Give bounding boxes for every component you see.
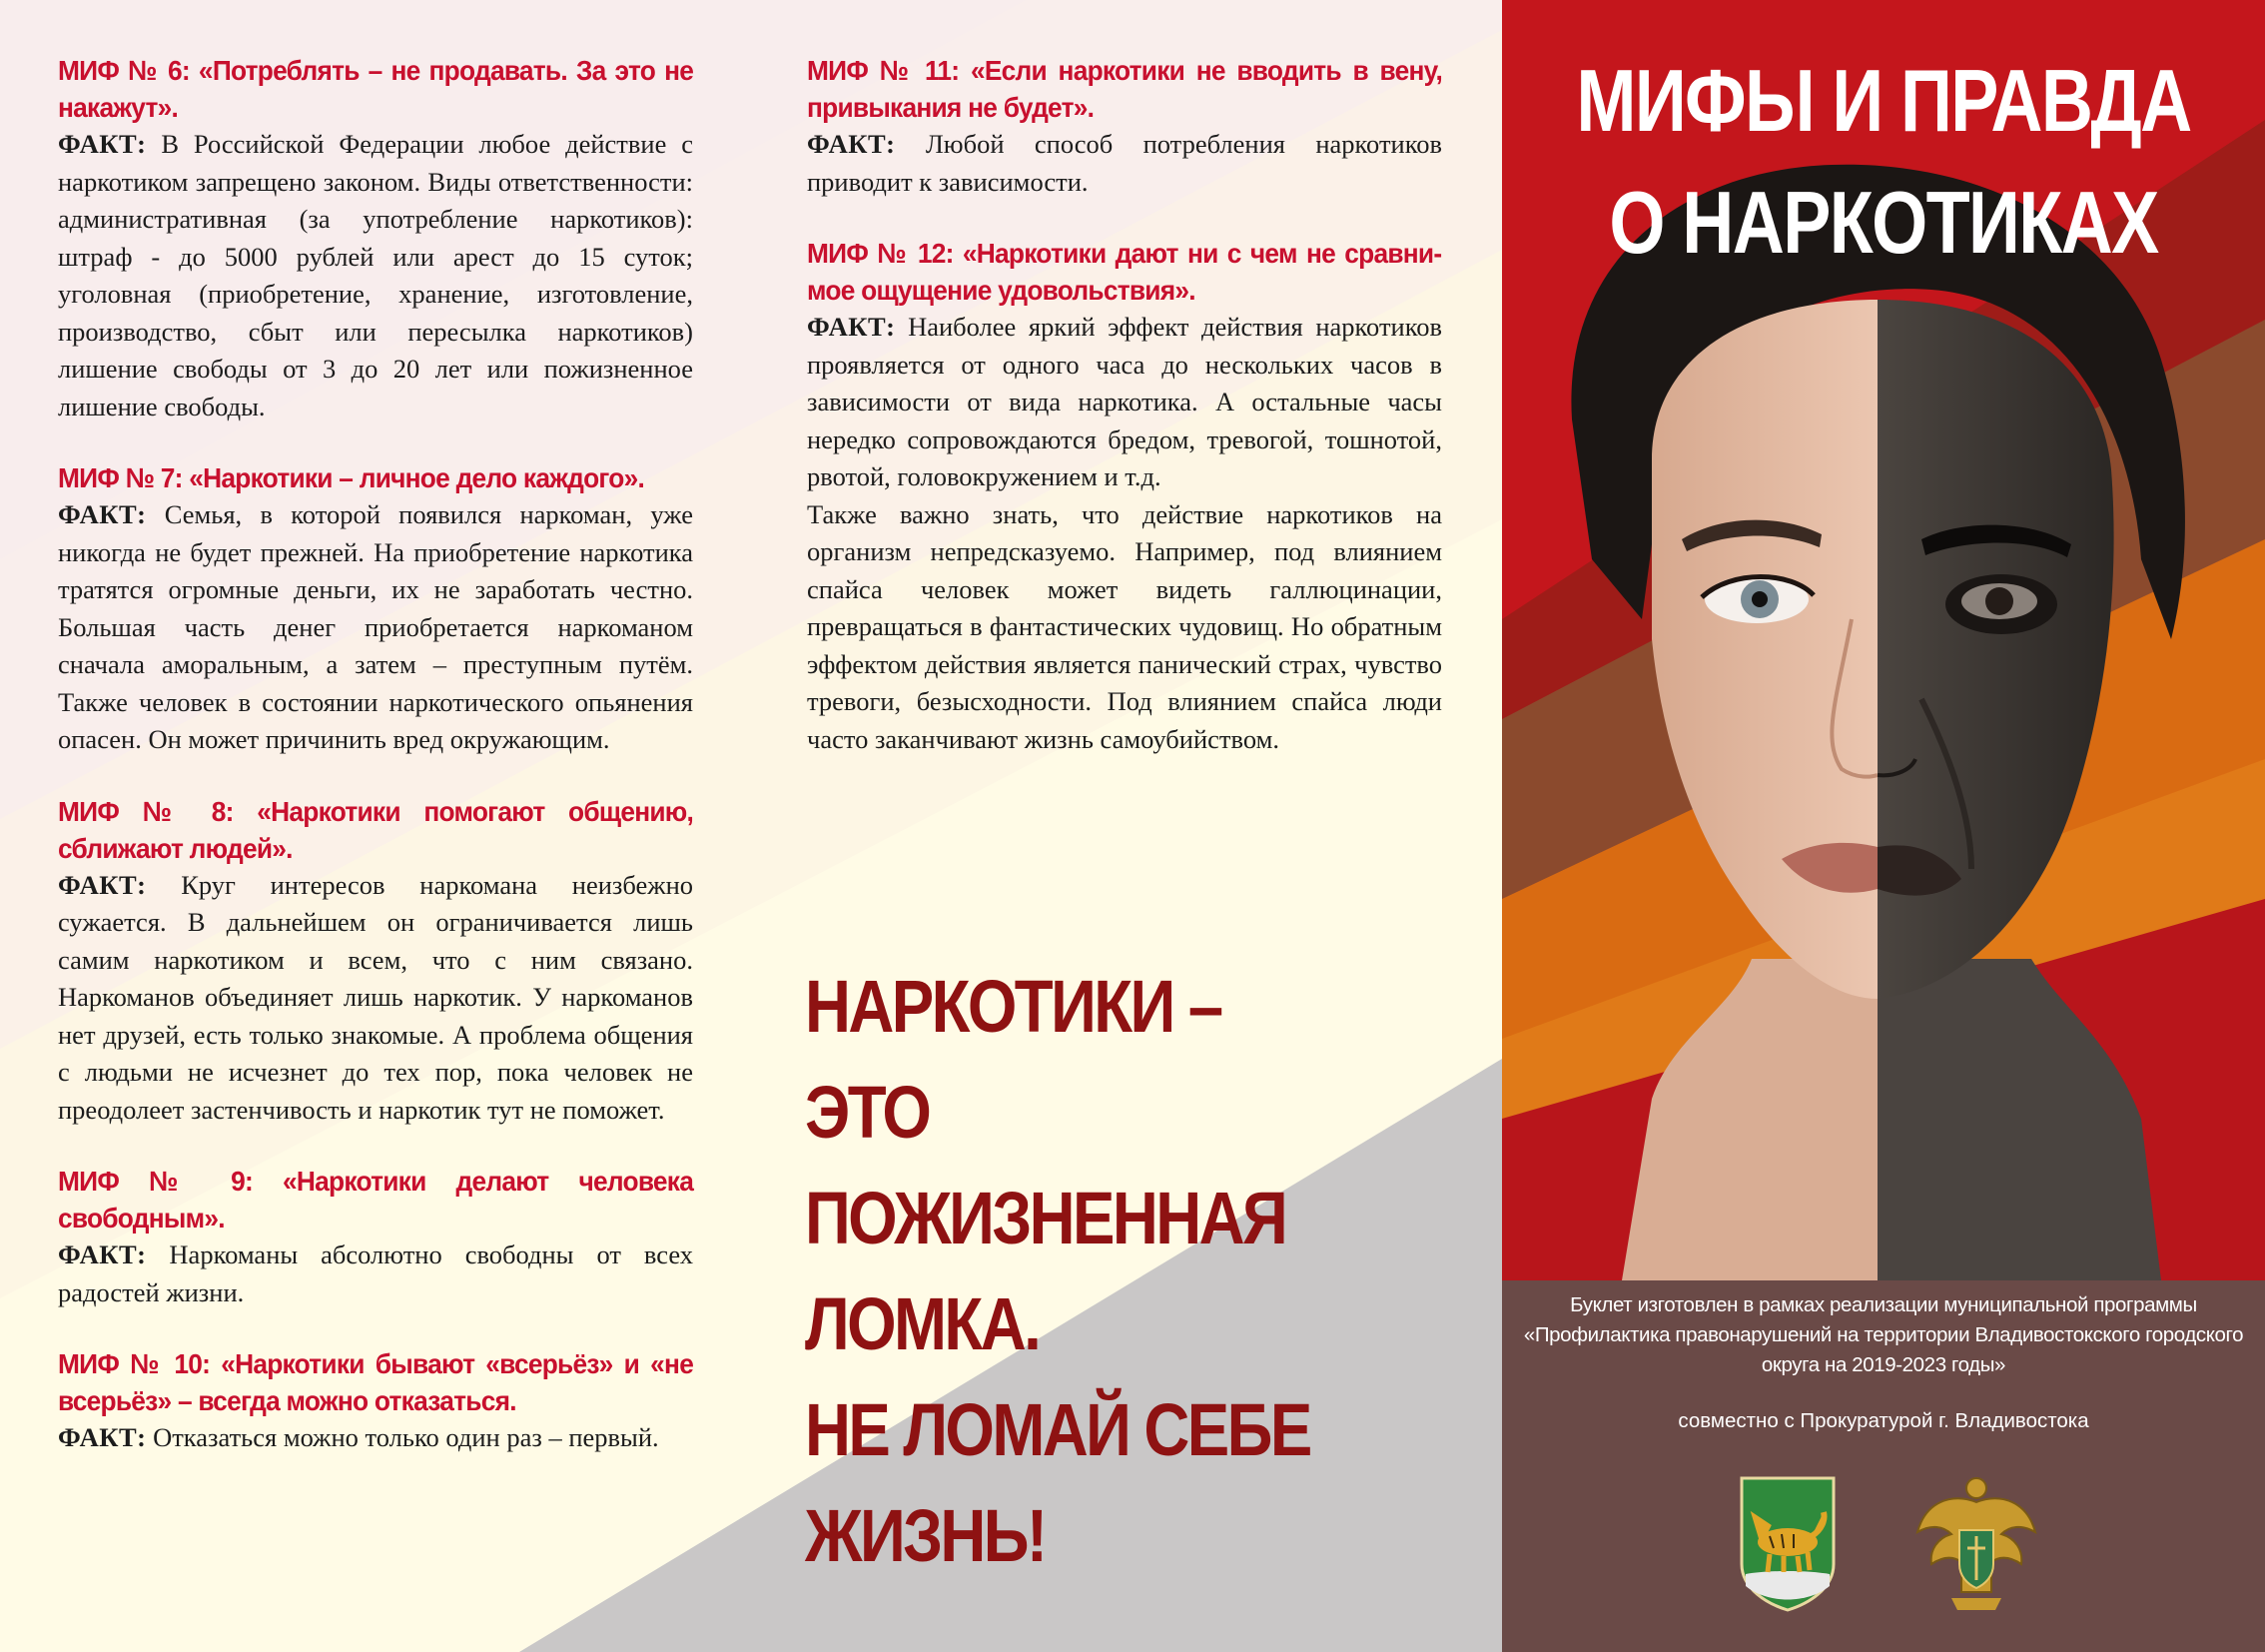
fact-text: Круг интересов наркомана неизбежно сужается. В дальнейшем он ограничивается лишь самим наркотиком и всем, что с ним связано. Наркоманов объединяет лишь наркотик. У наркоманов нет друзей, есть только знакомые. А проблема общения с людьми не исчезнет до тех пор, пока человек не преодолеет застенчивость и наркотик тут не поможет. (58, 869, 693, 1125)
fact-text: Любой способ потребления наркотиков приводит к зависимости. (807, 129, 1442, 197)
myth-title: МИФ № 9: «Наркотики делают человека свободным». (58, 1166, 694, 1234)
credit-text: Буклет изготовлен в рамках реализации муниципальной программы «Профилактика правонарушений на территории Владивостокского городского округа на 2019-2023 годы» (1523, 1293, 2244, 1376)
fact-label: ФАКТ: (58, 129, 147, 159)
myth-fact (58, 126, 693, 425)
cover-panel (1502, 0, 2265, 1652)
cover-title (1502, 40, 2265, 284)
myth-title: МИФ № 11: «Если наркотики не вводить в вену, привыкания не будет». (807, 55, 1443, 123)
myth-fact (807, 309, 1442, 496)
slogan-line: ЛОМКА. (805, 1282, 1040, 1365)
myth-extra-text: Также важно знать, что действие наркотиков на организм непредсказуемо. Например, под влиянием спайса человек может видеть галлюцинации, превращаться в фантастических чудовищ. Но обратным эффектом действия является панический страх, чувство тревоги, безысходности. Под влиянием спайса люди часто заканчивают жизнь самоубийством. (807, 498, 1442, 754)
slogan-line: ПОЖИЗНЕННАЯ (805, 1177, 1286, 1259)
fact-label: ФАКТ: (58, 1239, 147, 1269)
myths-column-left (58, 52, 693, 1491)
slogan-line: НЕ ЛОМАЙ СЕБЕ (805, 1388, 1310, 1471)
partner-text: совместно с Прокуратурой г. Владивостока (1678, 1409, 2089, 1432)
myth-fact (58, 1237, 693, 1311)
fact-label: ФАКТ: (58, 1422, 147, 1452)
myth-9 (58, 1163, 693, 1311)
myth-fact (807, 126, 1442, 201)
slogan (805, 954, 1364, 1589)
myths-column-middle (807, 52, 1442, 792)
fact-label: ФАКТ: (807, 312, 896, 342)
myth-title: МИФ № 12: «Наркотики дают ни с чем не сравнимое ощущение удовольствия». (807, 238, 1443, 306)
myth-title: МИФ № 10: «Наркотики бывают «всерьёз» и «не всерьёз» – всегда можно отказаться. (58, 1348, 694, 1416)
myth-fact (58, 867, 693, 1130)
fact-label: ФАКТ: (58, 869, 147, 900)
cover-title-line: МИФЫ И ПРАВДА (1576, 51, 2191, 150)
fact-label: ФАКТ: (58, 499, 147, 529)
myth-11 (807, 52, 1442, 201)
fact-text: Отказаться можно только один раз – первый. (146, 1422, 659, 1452)
myth-fact (58, 496, 693, 759)
myth-title: МИФ № 6: «Потреблять – не продавать. За это не накажут». (58, 55, 694, 123)
myth-fact (58, 1419, 693, 1457)
fact-text: Наиболее яркий эффект действия наркотиков проявляется от одного часа до нескольких часов в зависимости от вида наркотика. А остальные часы нередко сопровождаются бредом, тревогой, тошнотой, рвотой, головокружением и т.д. (807, 312, 1442, 491)
myth-7 (58, 459, 693, 759)
slogan-line: ЭТО (805, 1071, 930, 1154)
fact-text: Семья, в которой появился наркоман, уже никогда не будет прежней. На приобретение наркотика тратятся огромные деньги, их не заработать честно. Большая часть денег приобретается наркоманом сначала аморальным, а затем – преступным путём. Также человек в состоянии наркотического опьянения опасен. Он может причинить вред окружающим. (58, 499, 693, 754)
fact-text: Наркоманы абсолютно свободны от всех радостей жизни. (58, 1239, 693, 1307)
fact-text: В Российской Федерации любое действие с наркотиком запрещено законом. Виды ответственности: административная (за употребление наркотиков): штраф - до 5000 рублей или арест до 15 суток; уголовная (приобретение, хранение, изготовление, производство, сбыт или пересылка наркотиков) лишение свободы от 3 до 20 лет или пожизненное лишение свободы. (58, 129, 693, 421)
cover-title-line: О НАРКОТИКАХ (1609, 173, 2158, 272)
city-coat-of-arms-icon (1738, 1474, 1838, 1612)
myth-10 (58, 1345, 693, 1457)
myth-12 (807, 235, 1442, 758)
slogan-line: ЖИЗНЬ! (805, 1494, 1046, 1577)
myth-6 (58, 52, 693, 425)
myth-title: МИФ № 8: «Наркотики помогают общению, сближают людей». (58, 795, 694, 864)
fact-label: ФАКТ: (807, 129, 896, 159)
myth-8 (58, 793, 693, 1130)
prosecutor-emblem-icon (1911, 1472, 2041, 1614)
slogan-line: НАРКОТИКИ – (805, 965, 1221, 1048)
myth-title: МИФ № 7: «Наркотики – личное дело каждого». (58, 462, 645, 493)
